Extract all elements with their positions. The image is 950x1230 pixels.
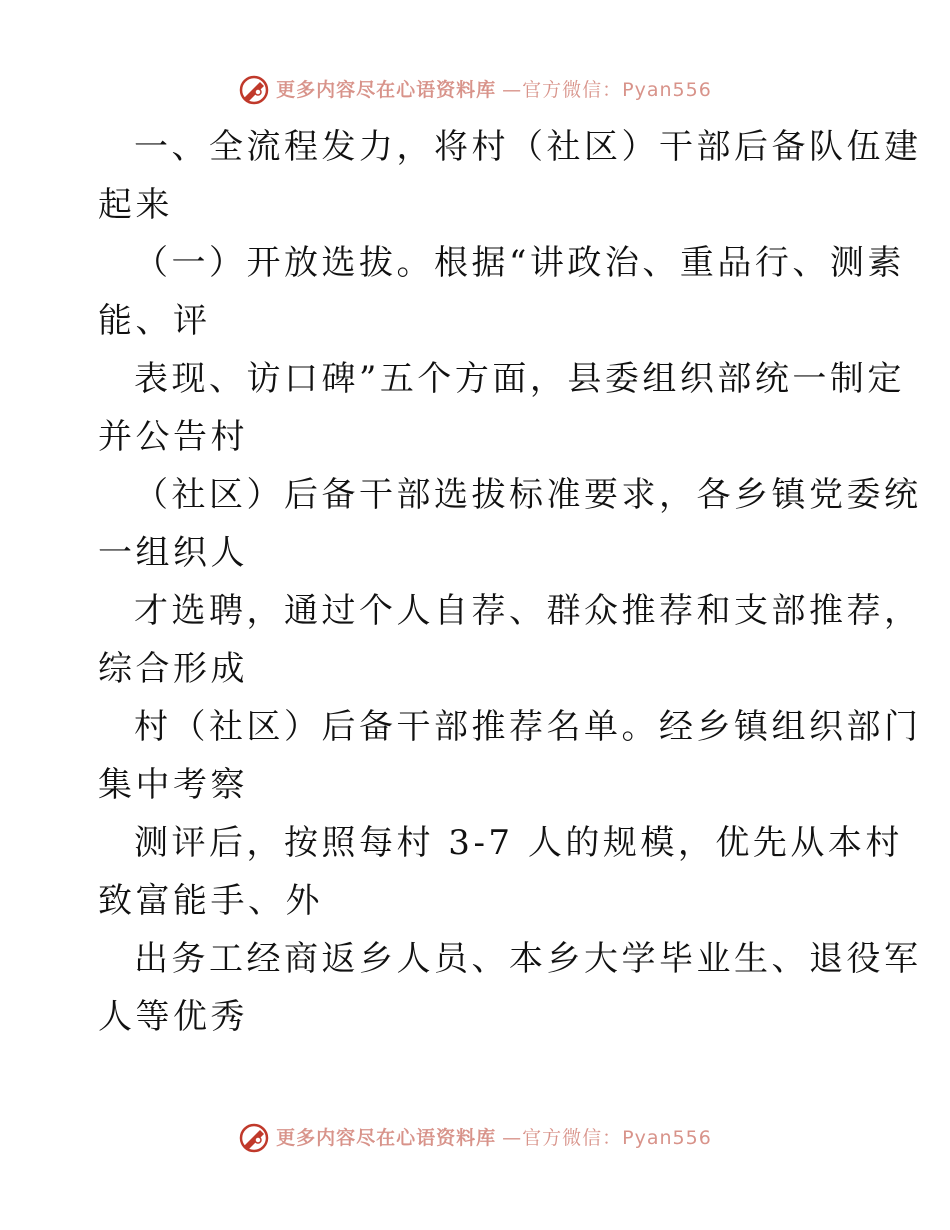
paragraph-8 — [98, 930, 922, 1046]
paragraph-7 — [98, 814, 903, 930]
paragraph-line: 一组织人 — [98, 533, 248, 573]
paragraph-line: 并公告村 — [98, 417, 248, 457]
paragraph-line: 出务工经商返乡人员、本乡大学毕业生、退役军 — [134, 939, 922, 979]
watermark-brand: 更多内容尽在心语资料库 — [276, 1127, 497, 1149]
footer-watermark — [0, 1118, 950, 1158]
header-watermark — [0, 70, 950, 110]
paragraph-line: （一）开放选拔。根据“讲政治、重品行、测素 — [134, 243, 905, 283]
paragraph-line: 人等优秀 — [98, 997, 248, 1037]
paragraph-1 — [98, 118, 922, 234]
paragraph-line: 一、全流程发力，将村（社区）干部后备队伍建 — [134, 127, 922, 167]
pen-logo-icon — [238, 1122, 270, 1154]
document-body — [98, 118, 922, 1046]
paragraph-2 — [98, 234, 905, 350]
paragraph-3 — [98, 350, 905, 466]
paragraph-line: 测评后，按照每村 3-7 人的规模，优先从本村 — [134, 823, 903, 863]
paragraph-line: 才选聘，通过个人自荐、群众推荐和支部推荐， — [134, 591, 922, 631]
paragraph-line: 表现、访口碑”五个方面，县委组织部统一制定 — [134, 359, 905, 399]
watermark-contact: —官方微信：Pyan556 — [502, 79, 712, 101]
paragraph-6 — [98, 698, 922, 814]
paragraph-line: （社区）后备干部选拔标准要求，各乡镇党委统 — [134, 475, 922, 515]
paragraph-5 — [98, 582, 922, 698]
paragraph-line: 能、评 — [98, 301, 211, 341]
pen-logo-icon — [238, 74, 270, 106]
paragraph-line: 综合形成 — [98, 649, 248, 689]
paragraph-line: 致富能手、外 — [98, 881, 323, 921]
paragraph-line: 村（社区）后备干部推荐名单。经乡镇组织部门 — [134, 707, 922, 747]
watermark-contact: —官方微信：Pyan556 — [502, 1127, 712, 1149]
watermark-brand: 更多内容尽在心语资料库 — [276, 79, 497, 101]
paragraph-line: 集中考察 — [98, 765, 248, 805]
paragraph-line: 起来 — [98, 185, 173, 225]
paragraph-4 — [98, 466, 922, 582]
